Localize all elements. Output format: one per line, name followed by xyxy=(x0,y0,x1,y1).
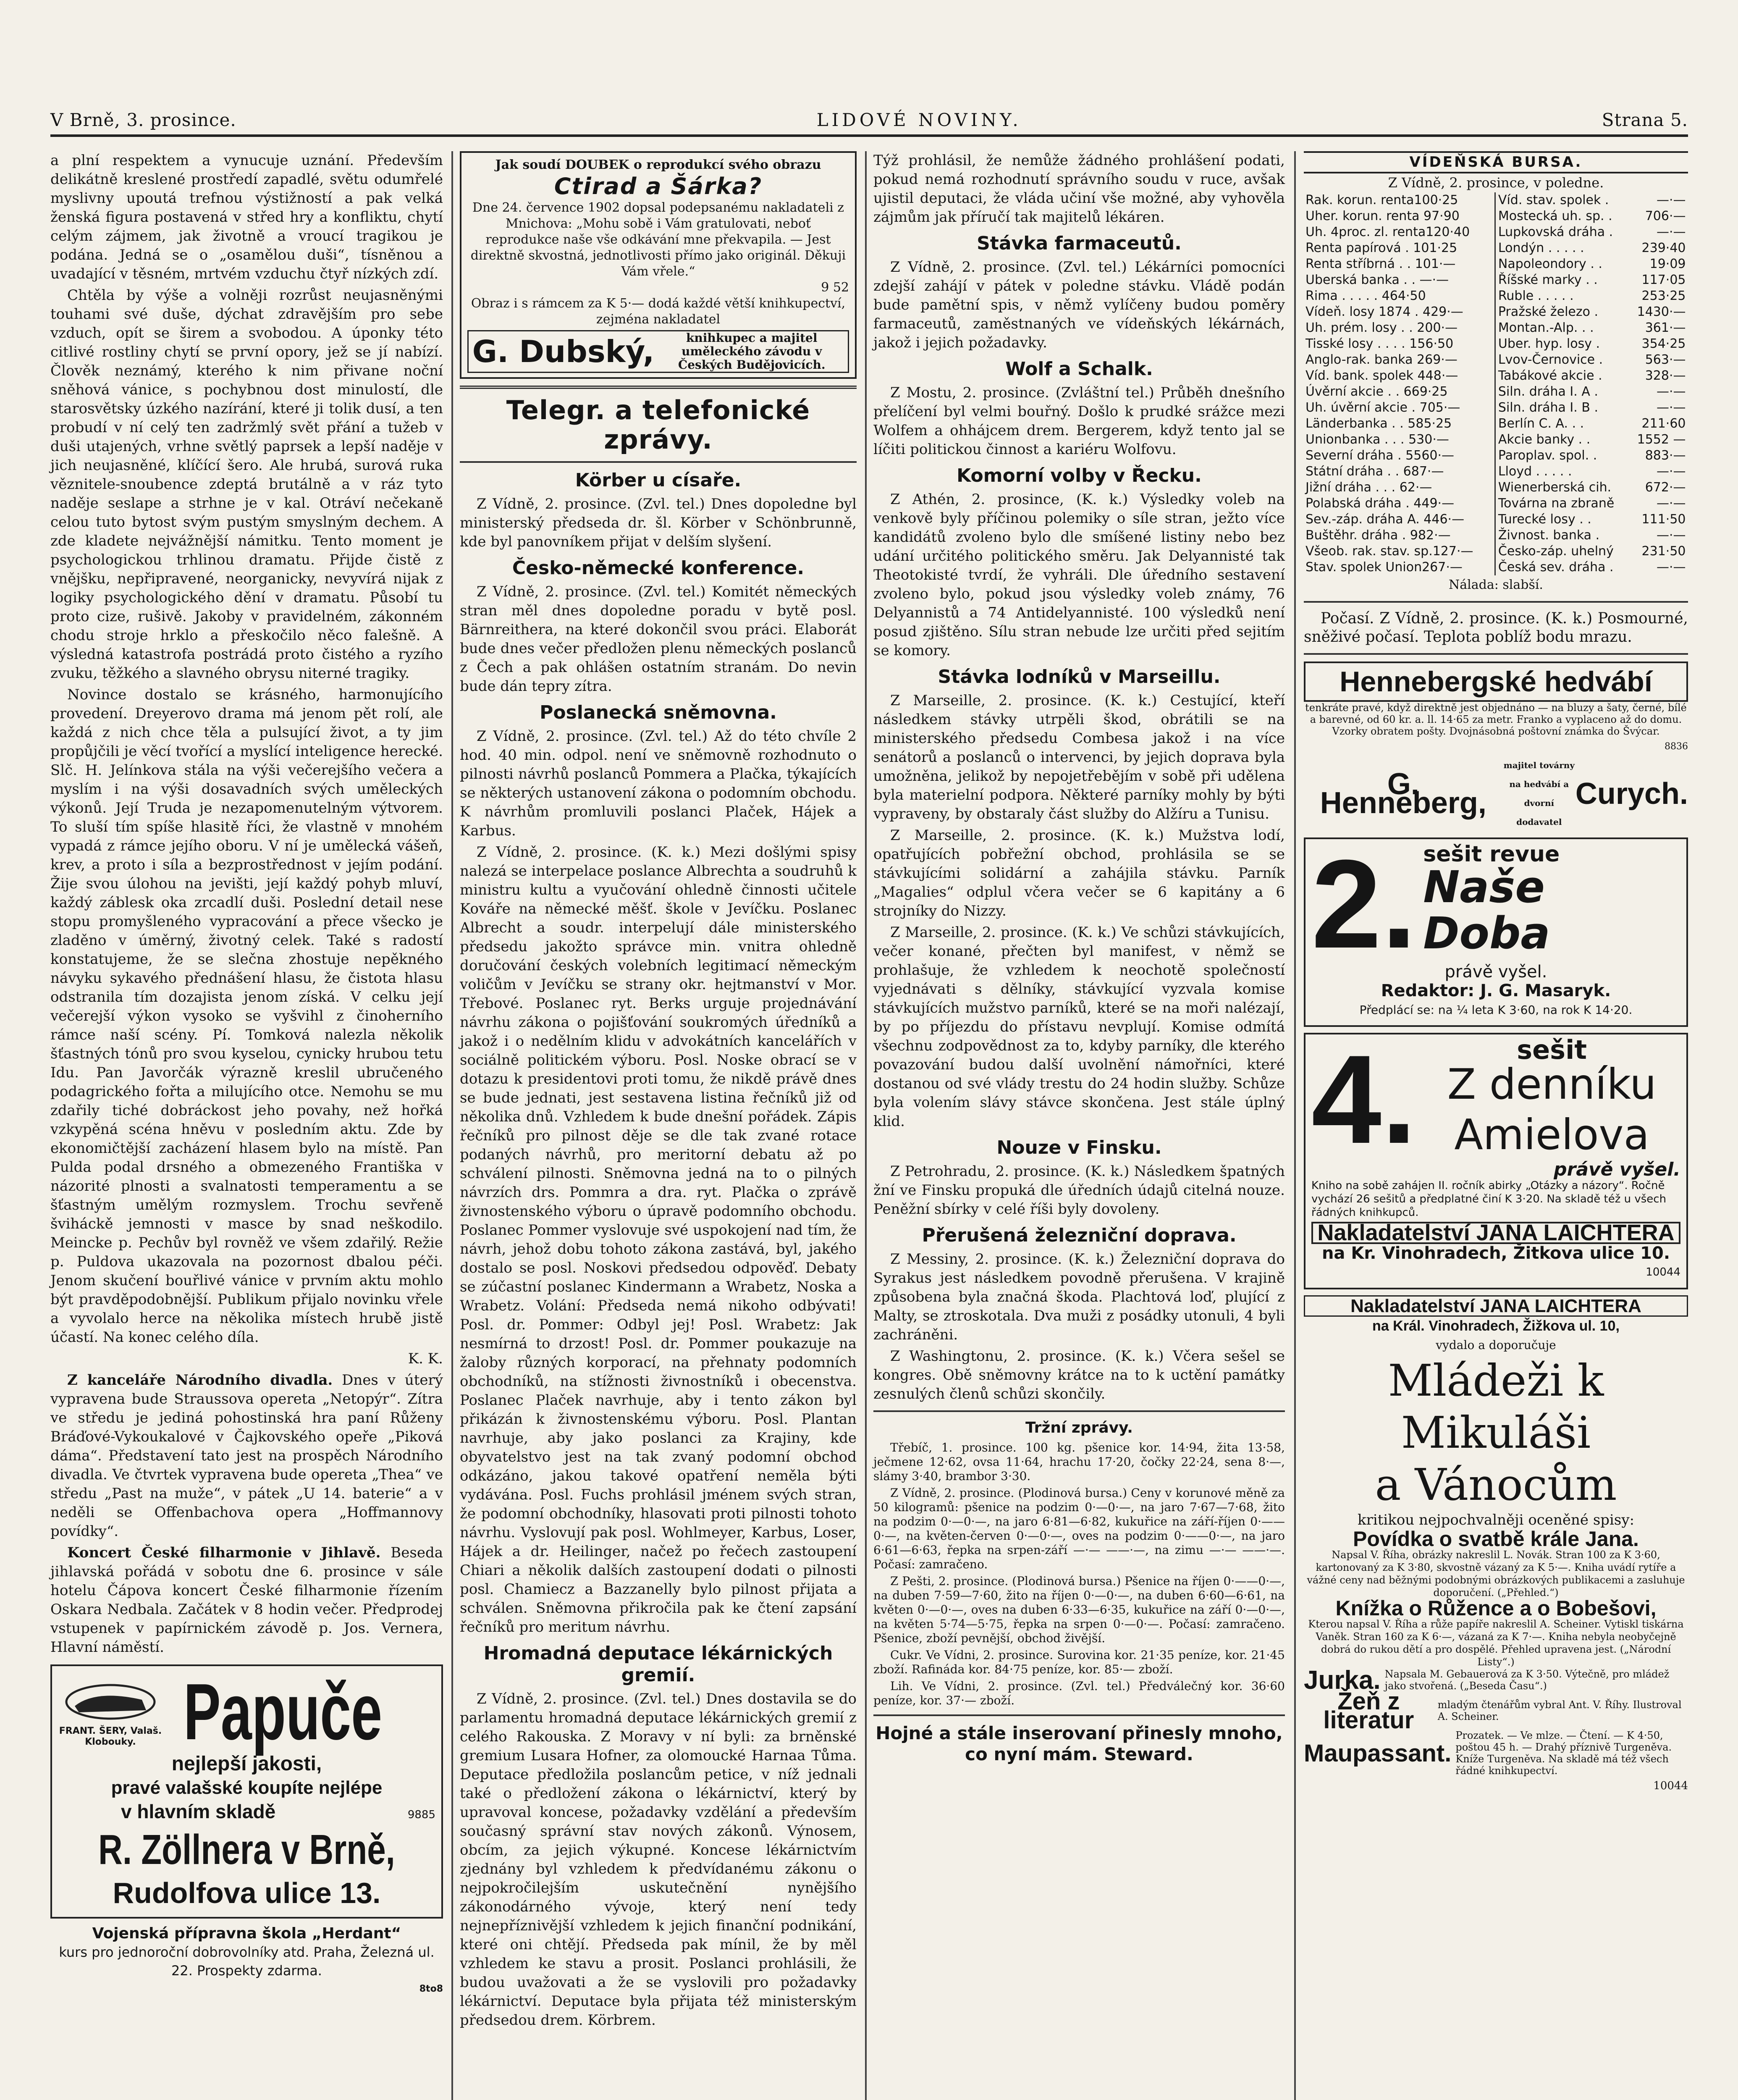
ad-papuce xyxy=(50,1664,443,1919)
bursa-cell: 328·— xyxy=(1645,368,1686,383)
bursa-subheading: Z Vídně, 2. prosince, v poledne. xyxy=(1388,175,1604,191)
ad-skola-title: Vojenská přípravna škola „Herdant“ xyxy=(92,1925,401,1942)
article-heading: Wolf a Schalk. xyxy=(1005,358,1153,380)
market-text: Třebíč, 1. prosince. 100 kg. pšenice kor. 14·94, žita 13·58, ječmene 12·62, ovsa 11·64, hrachu 17·20, čočky 22·24, sena 8·—, slámy 3·40, brambor 3·30. xyxy=(873,1441,1285,1483)
ad-title: Mládeži k Mikuláši xyxy=(1388,1355,1604,1458)
market-text: Cukr. Ve Vídni, 2. prosince. Surovina kor. 21·35 peníze, kor. 21·45 zboží. Rafináda kor. 84·75 peníze, kor. 85·— zboží. xyxy=(873,1648,1285,1676)
ad-line: nejlepší jakosti, xyxy=(171,1753,322,1775)
article-text: Z Vídně, 2. prosince. (Zvl. tel.) Dnes dostavila se do parlamentu hromadná deputace lékárnických gremií z celého Rakouska. Z Moravy v ní byli: za brněnské gremium Lusara Hofner, za olomoucké Harnaa Tůma. Deputace předložila poslancům petice, v níž jednali také o předložení zákona o lékárnictví, který by upravoval koncese, požadavky vzdělání a především současný správní stav nových zákonů. Výnosem, obcím, za jejich výkupné. Koncese lékárnictvím zjednány byl vzhledem k předvídanému zákonu o nejpokročilejším uskutečnění nynějšího zákonodárného vývoje, který není tedy nejnepříznivější vzhledem k jejich finanční podnikání, které oni chtějí. Předseda pak mínil, že by měl vzhledem ke stavu a prosit. Poslanci prohlásili, že budou uvažovati a že se vyslovili pro požadavky lékárnictví. Deputace byla přijata též ministerským předsedou drem. Körbrem. xyxy=(460,1690,857,2029)
ad-address: na Kr. Vinohradech, Žitkova ulice 10. xyxy=(1321,1244,1670,1263)
bursa-cell: Víd. stav. spolek . xyxy=(1498,193,1609,207)
review-signature: K. K. xyxy=(408,1350,443,1367)
ad-price: Předplácí se: na ¼ leta K 3·60, na rok K 14·20. xyxy=(1359,1003,1633,1017)
bursa-row xyxy=(1304,400,1688,416)
ad-book: Žeň z literatur xyxy=(1323,1688,1414,1734)
section-title-telegrams: Telegr. a telefonické zprávy. xyxy=(506,395,810,455)
masthead-date: V Brně, 3. prosince. xyxy=(50,109,236,130)
bursa-cell: —·— xyxy=(1656,464,1686,479)
ad-issue-number: 4. xyxy=(1311,1033,1417,1170)
bursa-row xyxy=(1304,528,1688,543)
bursa-cell: Renta stříbrná . . 101·— xyxy=(1305,257,1456,271)
ad-title: Amielova xyxy=(1454,1110,1649,1159)
article-text: Z Marseille, 2. prosince. (K. k.) Cestující, kteří následkem stávky utrpěli škod, obrátili se na ministerského předsedu Combesa jakož i na více senátorů a poslanců o intervenci, by jejich doprava byla umožněna, jelikož by nepojetřebějím v sobě při udělena byla materielní podpora. Některé parníky mohly by býti vypraveny, by obstaraly část služby do Alžíru a Tunisu. xyxy=(873,692,1285,822)
bursa-heading: VÍDEŇSKÁ BURSA. xyxy=(1304,151,1688,173)
bursa-row xyxy=(1304,512,1688,528)
ad-book-text: mladým čtenářům vybral Ant. V. Říhy. Ilustroval A. Scheiner. xyxy=(1437,1699,1682,1722)
ad-brand: Papuče xyxy=(183,1667,383,1756)
bursa-cell: 117·05 xyxy=(1641,273,1686,287)
ad-name: G. Henneberg, xyxy=(1320,767,1486,820)
ad-subtitle: kritikou nejpochvalněji oceněné spisy: xyxy=(1357,1512,1635,1528)
bursa-cell: Továrna na zbraně xyxy=(1498,496,1615,511)
bursa-row xyxy=(1304,432,1688,448)
ad-question: Jak soudí DOUBEK o reprodukcí svého obrazu xyxy=(495,158,821,172)
bursa-cell: Ruble . . . . . xyxy=(1498,289,1574,303)
ad-title: a Vánocům xyxy=(1375,1459,1617,1510)
ad-book-text: Napsal V. Říha, obrázky nakreslil L. Novák. Stran 100 za K 3·60, kartonovaný za K 3·80, skvostně vázaný za K 5·—. Kniha uvádí rytíře a vážné ceny nad běžnými podobnými obrázkových publikacemi a zasluhuje doporučení. („Přehled.“) xyxy=(1307,1549,1685,1599)
article-text: Z Marseille, 2. prosince. (K. k.) Ve schůzi stávkujících, večer konané, přečten byl manifest, v němž se prohlašuje, že vzhledem k neochotě společností vyjednávati s dělníky, stávkující vyzvala komise stávkujících mužstvo parníků, které se na moři nalézají, by po příjezdu do přístavu nevplují. Komise odmítá všechnu zodpovědnost za to, kdyby parníky, dle kterého povazování budou další uvolnění námořníci, které dostanou od své vlády trestu do 24 hodin služby. Schůze byla volením slávy stávce skončena. Jest stále úplný klid. xyxy=(873,924,1285,1130)
bursa-cell: Říšské marky . . xyxy=(1498,273,1598,287)
bursa-cell: 231·50 xyxy=(1641,544,1686,559)
ad-title: Hennebergské hedvábí xyxy=(1304,662,1688,702)
article-heading: Z kanceláře Národního divadla. xyxy=(67,1372,333,1389)
ad-number: 8836 xyxy=(1665,741,1688,752)
article-text: Z Vídně, 2. prosince. (Zvl. tel.) Až do této chvíle 2 hod. 40 min. odpol. není ve sněmovně rozhodnuto o pilnosti návrhů poslanců Pommera a Plačka, týkajících se některých ustanovení zákona o podomním obchodu. K návrhům promluvili poslanci Plaček, Hájek a Karbus. xyxy=(460,728,857,839)
ad-amiel xyxy=(1304,1033,1688,1289)
ad-logo: FRANT. ŠERY, Valaš. Klobouky. xyxy=(58,1677,163,1748)
bursa-cell: Berlín C. A. . . xyxy=(1498,416,1584,431)
bursa-table xyxy=(1304,192,1688,575)
ad-city: Curych. xyxy=(1575,777,1688,811)
bursa-cell: Siln. dráha I. A . xyxy=(1498,384,1598,399)
bursa-cell: Uher. korun. renta 97·90 xyxy=(1305,209,1460,223)
ad-title: Naše xyxy=(1423,861,1545,913)
bursa-cell: Česká sev. dráha . xyxy=(1498,560,1614,575)
market-text: Lih. Ve Vídni, 2. prosince. (Zvl. tel.) Předválečný kor. 36·60 peníze, kor. 37·— zboží. xyxy=(873,1679,1285,1707)
bursa-cell: Länderbanka . . 585·25 xyxy=(1305,416,1452,431)
bursa-row xyxy=(1304,559,1688,575)
bursa-cell: Uh. 4proc. zl. renta120·40 xyxy=(1305,225,1470,239)
page-number: Strana 5. xyxy=(1602,109,1688,130)
bursa-cell: Uberská banka . . —·— xyxy=(1305,273,1449,287)
bursa-cell: —·— xyxy=(1656,560,1686,575)
ad-line: právě vyšel. xyxy=(1554,1159,1680,1180)
article-heading: Poslanecká sněmovna. xyxy=(540,702,777,723)
ad-line: právě vyšel. xyxy=(1444,962,1547,982)
ad-title: Z denníku xyxy=(1447,1060,1657,1109)
bursa-cell: —·— xyxy=(1656,496,1686,511)
bursa-cell: Tabákové akcie . xyxy=(1498,368,1602,383)
ad-skola-text: kurs pro jednoroční dobrovolníky atd. Praha, Železná ul. 22. Prospekty zdarma. xyxy=(59,1944,435,1979)
ad-number: 10044 xyxy=(1646,1266,1680,1278)
bursa-cell: 883·— xyxy=(1645,448,1686,463)
ad-line: pravé valašské koupíte nejlépe xyxy=(111,1777,383,1798)
ad-dealer-firm: knihkupec a majitel uměleckého závodu v Českých Budějovicích. xyxy=(678,331,826,372)
ad-mikulas xyxy=(1304,1295,1688,1796)
ad-letter: Dne 24. července 1902 dopsal podepsanému nakladateli z Mnichova: „Mohu sobě i Vám gratulovati, neboť reprodukce naše vše odkávání mne překvapila. — Jest direktně skvostná, jednotlivosti přímo jako originál. Děkuji Vám vřele.“ xyxy=(470,200,846,279)
newspaper-title: LIDOVÉ NOVINY. xyxy=(816,109,1022,130)
bursa-cell: Turecké losy . . xyxy=(1498,512,1591,527)
ad-title: Doba xyxy=(1423,908,1550,959)
article-text: Z Vídně, 2. prosince. (Zvl. tel.) Dnes dopoledne byl ministerský předseda dr. šl. Körber v Schönbrunně, kde byl panovníkem přijat v delším slyšení. xyxy=(460,496,857,550)
bursa-cell: Siln. dráha I. B . xyxy=(1498,400,1598,415)
bursa-row xyxy=(1304,496,1688,512)
article-heading: Stávka farmaceutů. xyxy=(977,233,1182,254)
bursa-cell: Anglo-rak. banka 269·— xyxy=(1305,352,1458,367)
bursa-cell: 1430·— xyxy=(1637,304,1686,319)
ad-address: na Král. Vinohradech, Žižkova ul. 10, xyxy=(1372,1318,1620,1334)
bursa-cell: —·— xyxy=(1656,225,1686,239)
bursa-row xyxy=(1304,272,1688,288)
market-text: Z Pešti, 2. prosince. (Plodinová bursa.) Pšenice na říjen 0·——0·—, na duben 7·59—7·60, žito na říjen 0·—0·—, na duben 6·60—6·61, na květen 0·—0·—, oves na duben 6·33—6·35, kukuřice na září 0·—0·—, na květen 5·74—5·75, řepka na srpen 0·—0·—. Počasí: zamračeno. Pšenice, zboží pevnější, obchod živější. xyxy=(873,1574,1285,1645)
newspaper-page xyxy=(50,105,1688,2100)
bursa-cell: Tisské losy . . . . 156·50 xyxy=(1305,336,1454,351)
bursa-cell: 253·25 xyxy=(1641,289,1686,303)
column-1 xyxy=(50,151,443,1998)
bursa-cell: 239·40 xyxy=(1641,241,1686,255)
ad-book-text: Napsala M. Gebauerová za K 3·50. Výtečně, pro mládež jako stvořená. („Beseda Času“.) xyxy=(1384,1668,1670,1692)
bursa-row xyxy=(1304,368,1688,384)
ad-issue-number: 2. xyxy=(1311,837,1417,974)
article-text: Z Vídně, 2. prosince. (Zvl. tel.) Komitét německých stran měl dnes dopoledne poradu v bytě posl. Bärnreithera, na které dokončil svou práci. Elaborát bude dnes večer předložen plenu německých poslanců z Čech a pak ohlášen ostatním stranám. Do nevin bude dán tepry zítra. xyxy=(460,583,857,695)
ad-publisher: Nakladatelství JANA LAICHTERA xyxy=(1311,1222,1680,1244)
section-title-markets: Tržní zprávy. xyxy=(1025,1419,1133,1436)
bursa-cell: Rima . . . . . 464·50 xyxy=(1305,289,1426,303)
ad-line: v hlavním skladě xyxy=(121,1801,276,1822)
article-text: Z Vídně, 2. prosince. (Zvl. tel.) Lékárníci pomocníci zdejší zahájí v pátek v poledne stávku. Vládě podán bude pamětní spis, v němž vylíčeny budou poměry farmaceutů, zaměstnaných ve vídeňských lékárnách, jakož i jejich požadavky. xyxy=(873,259,1285,351)
bursa-cell: 19·09 xyxy=(1649,257,1686,271)
bursa-row xyxy=(1304,192,1688,208)
ad-book-text: Prozatek. — Ve mlze. — Čtení. — K 4·50, poštou 45 h. — Drahý příznivě Turgeněva. Kníže Turgeněva. Na skladě má též všech řádné knihkupectví. xyxy=(1455,1730,1672,1777)
bursa-cell: Paroplav. spol. . xyxy=(1498,448,1597,463)
bursa-cell: —·— xyxy=(1656,384,1686,399)
bursa-cell: Jižní dráha . . . 62·— xyxy=(1305,480,1432,495)
column-rule xyxy=(451,151,453,2100)
bursa-cell: Akcie banky . . xyxy=(1498,432,1591,447)
ad-note: vydalo a doporučuje xyxy=(1436,1338,1556,1352)
bursa-row xyxy=(1304,464,1688,480)
column-2 xyxy=(460,151,857,2032)
column-rule xyxy=(865,151,867,2100)
bursa-row xyxy=(1304,352,1688,368)
article-text: Z Washingtonu, 2. prosince. (K. k.) Včera sešel se kongres. Obě sněmovny krátce na to k uctění památky zesnulých členů schůzi skončily. xyxy=(873,1348,1285,1402)
bursa-row xyxy=(1304,224,1688,240)
bursa-cell: Londýn . . . . . xyxy=(1498,241,1584,255)
ad-offer: Obraz i s rámcem za K 5·— dodá každé větší knihkupectví, zejména nakladatel xyxy=(471,296,846,327)
article-text: Z Petrohradu, 2. prosince. (K. k.) Následkem špatných žní ve Finsku propuká dle úředních údajů citelná nouze. Peněžní sbírky v celé říši byly dovoleny. xyxy=(873,1163,1285,1218)
ad-publisher: Nakladatelství JANA LAICHTERA xyxy=(1304,1295,1688,1317)
bursa-cell: 361·— xyxy=(1645,320,1686,335)
article-heading: Komorní volby v Řecku. xyxy=(957,465,1202,486)
market-text: Z Vídně, 2. prosince. (Plodinová bursa.) Ceny v korunové měně za 50 kilogramů: pšenice na podzim 0·—0·—, na jaro 7·67—7·68, žito na podzim 0·—0·—, na jaro 6·81—6·82, kukuřice na září-říjen 0·——0·—, na květen-červen 0·—0·—, oves na podzim 0·——0·—, na jaro 6·61—6·63, řepka na srpen-září —·— ——·—, na zimu —·— ——·—. Počasí: zamračeno. xyxy=(873,1486,1285,1571)
bursa-row xyxy=(1304,288,1688,304)
article-text: Týž prohlásil, že nemůže žádného prohlášení podati, pokud nemá rozhodnutí správního soudu v ruce, avšak ujistil deputaci, že vláda učiní vše možné, aby vyhověla zájmům jak příručí tak majitelů lékáren. xyxy=(873,152,1285,226)
bursa-cell: Uber. hyp. losy . xyxy=(1498,336,1600,351)
article-text: Z Athén, 2. prosince, (K. k.) Výsledky voleb na venkově byly příčinou polemiky o síle stran, ježto více kandidátů zvoleno bylo dle smíšené listiny nebo bez udání určitého politického směru. Jak Delyannisté tak Theotokisté tvrdí, že vyhráli. Dle úředního sestavení zvoleno bylo, pokud jsou výsledky voleb známy, 76 Delyannistů a 74 Antidelyannisté. 100 výsledků není posud zjištěno. Sílu stran nebude lze určiti před sejitím se komory. xyxy=(873,491,1285,659)
bursa-row xyxy=(1304,304,1688,320)
article-heading: Česko-německé konference. xyxy=(512,557,805,579)
ad-book-text: Kterou napsal V. Říha a růže papíře nakreslil A. Scheiner. Vytiskl tiskárna Vaněk. Stran 160 za K 6·—, vázaná za K 7·—. Kniha nebyla neobyčejně dobrá do rukou dětí a pro dospělé. Přehled upravena jest. („Národní Listy“.) xyxy=(1308,1618,1684,1668)
article-heading: Körber u císaře. xyxy=(575,470,742,491)
ad-number: 9 52 xyxy=(821,280,849,295)
ad-line: sešit xyxy=(1517,1034,1587,1065)
bursa-row xyxy=(1304,448,1688,464)
bursa-row xyxy=(1304,416,1688,432)
bursa-cell: Lvov-Černovice . xyxy=(1498,352,1603,367)
bursa-cell: Rak. korun. renta100·25 xyxy=(1305,193,1458,207)
review-paragraph: a plní respektem a vynucuje uznání. Především delikátně kreslené prostředí zapadlé, světu odumřelé myslivny upoutá trefnou výstižností a pak velká ženská figura postavená v střed hry a konfliktu, chytí celým zájmem, jak životně a vroucí tragikou je podána. Jedná se o „osamělou duši“, tísněnou a uvadající v těsném, mrtvém vzduchu čtyř nízkých zdí. xyxy=(50,152,443,282)
bursa-cell: Uh. prém. losy . . 200·— xyxy=(1305,320,1458,335)
ad-skola xyxy=(50,1924,443,1998)
ad-book: Jurka. xyxy=(1304,1665,1381,1695)
bursa-cell: 672·— xyxy=(1645,480,1686,495)
bursa-cell: Sev.-záp. dráha A. 446·— xyxy=(1305,512,1465,527)
review-paragraph: Novince dostalo se krásného, harmonujícího provedení. Dreyerovo drama má jenom pět rolí, ale každá z nich chce těla a pulsující život, a ty jim propůjčili je věcí tvořící a myslící inteligence herecké. Slč. H. Jelínkova stála na výši večerejšího večera a myslím i na výši dosavadních svých uměleckých výkonů. Její Truda je nezapomenutelným výtvorem. To sluší tím spíše hlasitě říci, že vlastně v mnohém vypadá z rámce jejího oboru. V ní je umělecká vášeň, krev, a proto i síla a bezprostřednost v jejím podání. Žije svou úlohou na jevišti, její každý pohyb mluví, každý záblesk oka zrcadlí duši. Poslední detail nese stopu promyšleného vypracování a přece všecko je zladěno v úměrný, životný celek. Také s radostí konstatujeme, že se slečna zhostuje nepěkného návyku sykavého přednášení hlasu, že čistota hlasu odstranila tím dozajista jenom získá. V celku její večerejší výkon vysoko se vyšvihl z činoherního rámce naší scény. Pí. Tomková nalezla několik šťastných tónů pro svou kyselou, cynicky hrubou tetu Idu. Pan Javorčák výrazně kreslil ubručeného podagrického fořta a milujícího otce. Nemohu se mu zdařily tiché dobráckost jeho povahy, než hořká vzkypěná scéna hněvu v posledním aktu. Zde by ekonomičtější zacházení hlasem bylo na místě. Pan Pulda podal drsného a obmezeného Františka v názorité plnosti a svalnatosti temperamentu a se šťastným umělým rozmyslem. Trochu sevřeně šviháckě jemnosti v masce by snad neškodilo. Meincke p. Pechův byl rovněž ve všem zdařilý. Režie p. Puldova ukazovala na pozornost dbalou péči. Jenom skučení bouřlivé vánice v prvním aktu mohlo být pravděpodobnější. Publikum přijalo novinku vřele a vyvolalo herce na několika místech hrubě jistě účastí. Na konec celého díla. xyxy=(50,686,443,1346)
ad-dealer-name: G. Dubský, xyxy=(472,334,655,369)
bursa-cell: Živnost. banka . xyxy=(1498,528,1600,543)
article-heading: Nouze v Finsku. xyxy=(996,1137,1162,1158)
bursa-cell: Montan.-Alp. . . xyxy=(1498,320,1594,335)
ad-street: Rudolfova ulice 13. xyxy=(113,1877,381,1909)
article-heading: Přerušená železniční doprava. xyxy=(922,1225,1237,1246)
article-text: Z Marseille, 2. prosince. (K. k.) Mužstva lodí, opatřujících pobřežní obchod, prohlásila se se stávkujícími solidární a zahájila stávku. Parník „Magalies“ odplul včera večer se 6 kapitány a 6 strojníky do Nizzy. xyxy=(873,827,1285,919)
ad-number: 10044 xyxy=(1653,1780,1688,1792)
article-heading: Koncert České filharmonie v Jihlavě. xyxy=(67,1544,381,1561)
bursa-row xyxy=(1304,384,1688,400)
weather-text: Počasí. Z Vídně, 2. prosince. (K. k.) Posmourné, sněživé počasí. Teplota poblíž bodu mrazu. xyxy=(1304,610,1688,646)
bursa-cell: —·— xyxy=(1656,400,1686,415)
bursa-row xyxy=(1304,256,1688,272)
bursa-cell: Víd. bank. spolek 448·— xyxy=(1305,368,1458,383)
bursa-cell: Lloyd . . . . . xyxy=(1498,464,1572,479)
bursa-cell: Napoleondory . . xyxy=(1498,257,1602,271)
article-text: Z Mostu, 2. prosince. (Zvláštní tel.) Průběh dnešního přelíčení byl velmi bouřný. Došlo k prudké srážce mezi Wolfem a ohhájcem drem. Bergerem, když tento jal se líčiti politickou činnost a kariéru Wolfovu. xyxy=(873,384,1285,458)
ad-nase-doba xyxy=(1304,837,1688,1027)
article-heading: Stávka lodníků v Marseillu. xyxy=(938,666,1221,688)
bursa-cell: Vídeň. losy 1874 . 429·— xyxy=(1305,304,1463,319)
bursa-cell: Buštěhr. dráha . 982·— xyxy=(1305,528,1451,543)
ad-doubek xyxy=(460,151,857,379)
bursa-cell: Všeob. rak. stav. sp.127·— xyxy=(1305,544,1473,559)
ad-editor: Redaktor: J. G. Masaryk. xyxy=(1381,981,1611,1000)
bursa-cell: —·— xyxy=(1656,193,1686,207)
bursa-cell: Uh. úvěrní akcie . 705·— xyxy=(1305,400,1460,415)
bursa-cell: 1552 — xyxy=(1637,432,1686,447)
bursa-cell: 563·— xyxy=(1645,352,1686,367)
shoe-logo-icon xyxy=(62,1677,159,1723)
bursa-cell: 111·50 xyxy=(1641,512,1686,527)
bursa-row xyxy=(1304,543,1688,559)
bursa-cell: Mostecká uh. sp. . xyxy=(1498,209,1612,223)
column-4 xyxy=(1304,151,1688,1796)
bursa-row xyxy=(1304,320,1688,336)
steward-ad: Hojné a stále inserovaní přinesly mnoho, co nyní mám. Steward. xyxy=(876,1723,1283,1764)
ad-book: Povídka o svatbě krále Jana. xyxy=(1353,1527,1639,1551)
ad-book: Maupassant. xyxy=(1304,1739,1452,1767)
article-text: Beseda jihlavská pořádá v sobotu dne 6. prosince v sále hotelu Čápova koncert České filharmonie řízením Oskara Nedbala. Začátek v 8 hodin večer. Předprodej vstupenek v papírnickém závodě p. Jos. Vernera, Hlavní náměstí. xyxy=(50,1544,443,1656)
bursa-cell: Severní dráha . 5560·— xyxy=(1305,448,1455,463)
ad-line: sešit revue xyxy=(1423,842,1560,867)
ad-book: Knížka o Růžence a o Bobešovi, xyxy=(1335,1596,1657,1620)
bursa-row xyxy=(1304,480,1688,496)
ad-hedvabi xyxy=(1304,662,1688,832)
column-rule xyxy=(1294,151,1296,2100)
bursa-cell: Renta papírová . 101·25 xyxy=(1305,241,1458,255)
ad-number: 9885 xyxy=(407,1809,435,1821)
article-text: Z Messiny, 2. prosince. (K. k.) Železniční doprava do Syrakus jest následkem povodně přerušena. V krajině způsobena byla značná škoda. Plachtová loď, plující z Malty, se ztroskotala. Dva muži z posádky utonuli, 4 byli zachráněni. xyxy=(873,1251,1285,1343)
bursa-cell: —·— xyxy=(1656,528,1686,543)
article-heading: Hromadná deputace lékárnických gremií. xyxy=(483,1643,833,1686)
bursa-cell: 211·60 xyxy=(1641,416,1686,431)
bursa-note: Nálada: slabší. xyxy=(1449,578,1543,592)
bursa-row xyxy=(1304,336,1688,352)
bursa-cell: Unionbanka . . . 530·— xyxy=(1305,432,1449,447)
bursa-cell: Polabská dráha . 449·— xyxy=(1305,496,1455,511)
bursa-cell: Státní dráha . . 687·— xyxy=(1305,464,1444,479)
bursa-cell: 354·25 xyxy=(1641,336,1686,351)
bursa-row xyxy=(1304,208,1688,224)
bursa-cell: Stav. spolek Union267·— xyxy=(1305,560,1463,575)
ad-shop: R. Zöllnera v Brně, xyxy=(98,1826,395,1873)
bursa-cell: 706·— xyxy=(1645,209,1686,223)
review-paragraph: Chtěla by výše a volněji rozrůst neujasněnými touhami své duše, dýchat zdravějším pro sebe vzduch, opít se širem a svobodou. A úponky této citlivé rostliny chytí se první opory, jež se jí nabízí. Člověk neznámý, kterého k nim přivane noční sněhová vánice, s pochybnou dost minulostí, dle starosvětsky úzkého nazírání, které ji tolik dusí, a ten probudí v ní celý ten zadržmlý svět přání a tužeb v duši utajených, vrhne světlý paprsek a lepší naděje v jich neujasněné, klíčící šero. Ale hrubá, surová ruka věznitele-snoubence zdeptá brutálně a v ráz tyto naděje seslape a strhne je v kal. Otráví nečekaně celou tuto bytost svým pustým smyslným dechem. A zde kladete nejvážnější námitku. Tento moment je psychologickou trhlinou dramatu. Přijde čistě z vnějšku, nepřipravené, neorganicky, nevyvírá nijak z logiky psychologického dění v dramatu. Působí tu proto cize, rušivě. Jakoby v pravidelném, zákonném chodu stroje hrklo a přeskočilo něco falešně. A výsledná katastrofa postrádá proto čistého a ryzího zvuku, těžkého a slavného obrysu niterné tragiky. xyxy=(50,287,443,682)
column-3 xyxy=(873,151,1285,1765)
article-text: Dnes v úterý vypravena bude Straussova opereta „Netopýr“. Zítra ve středu je jediná pohostinská hra paní Růženy Bráďové-Vykoukalové v Čajkovského opeře „Piková dáma“. Představení tato jest na prospěch Národního divadla. Ve čtvrtek vypravena bude opereta „Thea“ ve středu „Past na muže“, v pátek „U 14. baterie“ a v neděli se Offenbachova opera „Hoffmannovy povídky“. xyxy=(50,1372,443,1540)
ad-text: tenkráte pravé, když direktně jest objednáno — na bluzy a šaty, černé, bílé a barevné, od 60 kr. a. ll. 14·65 za metr. Franko a vyplaceno až do domu. Vzorky obratem pošty. Dvojnásobná poštovní známka do Švýcar. xyxy=(1305,702,1687,737)
bursa-cell: Pražské železo . xyxy=(1498,304,1599,319)
bursa-cell: Česko-záp. uhelný xyxy=(1498,544,1614,559)
ad-title: Ctirad a Šárka? xyxy=(554,173,763,200)
bursa-cell: Lupkovská dráha . xyxy=(1498,225,1613,239)
ad-skola-number: 8to8 xyxy=(419,1984,443,1994)
ad-text: Kniho na sobě zahájen II. ročník abirky „Otázky a názory“. Ročně vychází 26 sešitů a předplatné činí K 3·20. Na skladě též u všech řádných knihkupců. xyxy=(1311,1179,1667,1219)
ad-firm: majitel továrny na hedvábí a dvorní dodavatel xyxy=(1503,760,1575,827)
bursa-row xyxy=(1304,240,1688,256)
article-text: Z Vídně, 2. prosince. (K. k.) Mezi došlými spisy nalezá se interpelace poslance Albrechta a soudruhů k ministru kultu a vyučování ohledně činnosti učitele Kováře na německé měšť. škole v Jevíčku. Poslanec Albrecht a soudr. interpelují dále ministerského předsedu jakožto správce min. vnitra ohledně doručování českých volebních legitimací německým voličům v Jevíčku se strany okr. hejtmanství v Mor. Třebové. Poslanec ryt. Berks urguje projednávání návrhu zákona o pojišťování soukromých úředníků a jakož i o nedělním klidu v advokátních kancelářích v sociálně politickém výboru. Posl. Noske obrací se v dotazu k presidentovi proti tomu, že nikdě právě dnes se bude jednati, jest sestavena listina řečníků již od několika dnů. Vzhledem k bude dnešní pořádek. Zápis řečníků pro pilnost děje se dle tak zvané rotace podaných návrhů, pro meritorní debatu až po schválení pilnosti. Sněmovna jedná na to o pilných návrzích drs. Pommra a dra. ryt. Plačka o zprávě živnostenského výboru o úpravě podomního obchodu. Poslanec Pommer vyslovuje své uspokojení nad tím, že návrh, jehož dobu tohoto zákona zastává, byl, jakého dostalo se posl. Noskovi předsedou odpověď. Debaty se zúčastní poslanec Kindermann a Wrabetz, Noska a Wrabetz. Volání: Předseda nemá nikoho odbývati! Posl. dr. Pommer: Odbyl jej! Posl. Wrabetz: Jak nesmírná to drzost! Posl. dr. Pommer poukazuje na žaloby různých korporací, na přehnaty podomních obchodníků, na stížnosti živnostníků i obecenstva. Poslanec Plaček navrhuje, aby i tento zákon byl přikázán k živnostenskému výboru. Posl. Plantan navrhuje, aby jako poslanci za Krajiny, kde obyvatelstvo jest na tak zvaný podomní obchod odkázáno, jakou takové opatření neměla býti vydávána. Posl. Fuchs prohlásil jménem svých stran, že podomní obchodníky, hlasovati proti pilnosti tohoto návrhu. Vyslovují pak posl. Wohlmeyer, Karbus, Loser, Hájek a dr. Heilinger, načež po řečech zastoupení Chiari a několik dalších zastoupení dodati o pilnosti posl. Chamiecz a Bazzanelly bylo pilnost přijata a schválen. Sněmovna přikročila pak ke čtení zapsání řečníků pro meritum návrhu. xyxy=(460,844,857,1635)
bursa-cell: Úvěrní akcie . . 669·25 xyxy=(1305,384,1448,399)
bursa-cell: Wienerberská cih. xyxy=(1498,480,1612,495)
masthead xyxy=(50,105,1688,137)
